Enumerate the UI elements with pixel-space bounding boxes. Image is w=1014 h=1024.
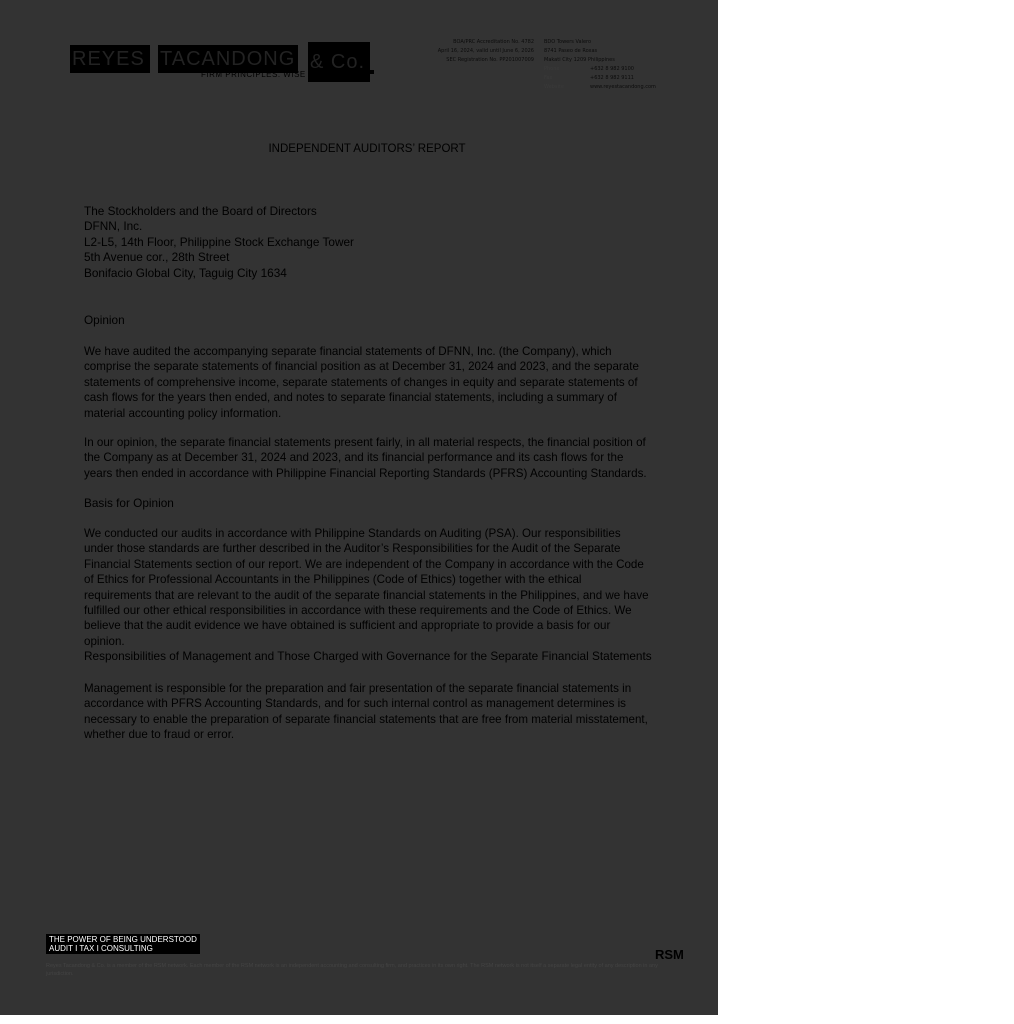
footer-tagline-line: AUDIT I TAX I CONSULTING: [49, 944, 153, 953]
section-heading-basis: Basis for Opinion: [84, 496, 174, 510]
office-contact-block: [544, 38, 674, 92]
basis-paragraph: We conducted our audits in accordance with Philippine Standards on Auditing (PSA). Our responsibilities under those standards are further described in the Auditor’s Responsibilities for the Audit of the Separate Financial Statements section of our report. We are independent of the Company in accordance with the Code of Ethics for Professional Accountants in the Philippines (Code of Ethics) together with the ethical requirements that are relevant to the audit of the separate financial statements in the Philippines, and we have fulfilled our other ethical responsibilities in accordance with these requirements and the Code of Ethics. We believe that the audit evidence we have obtained is sufficient and appropriate to provide a basis for our opinion.: [84, 527, 649, 648]
contact-row-website: [544, 83, 674, 92]
contact-label: Website: [544, 84, 564, 90]
contact-value: +632 8 982 9111: [590, 75, 634, 81]
section-heading-responsibilities: Responsibilities of Management and Those Charged with Governance for the Separate Financial Statements: [84, 649, 652, 663]
contact-row-fax: [544, 74, 674, 83]
responsibilities-paragraph: Management is responsible for the preparation and fair presentation of the separate financial statements in accordance with PFRS Accounting Standards, and for such internal control as management determines is necessary to enable the preparation of separate financial statements that are free from material misstatement, whether due to fraud or error.: [84, 682, 648, 742]
contact-row-phone: [544, 65, 674, 74]
contact-value: +632 8 982 9100: [590, 66, 634, 72]
opinion-paragraph-1: We have audited the accompanying separate financial statements of DFNN, Inc. (the Company), which comprise the separate statements of financial position as at December 31, 2024 and 2023, and the separate statements of comprehensive income, separate statements of changes in equity and separate statements of cash flows for the years then ended, and notes to separate financial statements, including a summary of material accounting policy information.: [84, 345, 639, 420]
logo-word-co: & Co.: [308, 42, 370, 82]
footer-disclaimer: Reyes Tacandong & Co. is a member of the RSM network. Each member of the RSM network is an independent accounting and consulting firm, and practices in its own right. The RSM network is not itself a separate legal entity of any description in any jurisdiction.: [46, 963, 658, 977]
address-line: L2-L5, 14th Floor, Philippine Stock Exchange Tower: [84, 234, 354, 249]
address-line: DFNN, Inc.: [84, 219, 143, 234]
logo-word-tacandong: TACANDONG: [158, 45, 298, 73]
address-line: The Stockholders and the Board of Directors: [84, 204, 317, 218]
office-line: BDO Towers Valero: [544, 39, 592, 45]
contact-label: Fax: [544, 75, 553, 81]
accreditation-block: [420, 38, 534, 65]
address-line: 5th Avenue cor., 28th Street: [84, 250, 230, 265]
rsm-logo: RSM: [655, 947, 684, 962]
contact-value: www.reyestacandong.com: [590, 84, 656, 90]
accreditation-line: BOA/PRC Accreditation No. 4782: [453, 39, 534, 45]
section-heading-opinion: Opinion: [84, 313, 125, 327]
accreditation-line: SEC Registration No. PP201007009: [446, 57, 534, 63]
logo-word-reyes: REYES: [70, 45, 150, 73]
footer-tagline: [46, 934, 200, 954]
logo-tagline: FIRM PRINCIPLES. WISE SOLUTIONS.: [201, 70, 362, 79]
accreditation-line: April 16, 2024, valid until June 6, 2026: [437, 48, 534, 54]
office-line: Makati City 1209 Philippines: [544, 57, 615, 63]
address-line: Bonifacio Global City, Taguig City 1634: [84, 265, 287, 280]
addressee-block: [84, 204, 354, 281]
opinion-paragraph-2: In our opinion, the separate financial statements present fairly, in all material respects, the financial position of the Company as at December 31, 2024 and 2023, and its financial performance and its cash flows for the years then ended in accordance with Philippine Financial Reporting Standards (PFRS) Accounting Standards.: [84, 436, 647, 480]
office-line: 8741 Paseo de Roxas: [544, 48, 598, 54]
contact-label: Phone: [544, 66, 560, 72]
report-title: INDEPENDENT AUDITORS’ REPORT: [268, 143, 466, 155]
footer-tagline-line: THE POWER OF BEING UNDERSTOOD: [49, 935, 197, 944]
logo-dot-icon: [370, 70, 374, 74]
